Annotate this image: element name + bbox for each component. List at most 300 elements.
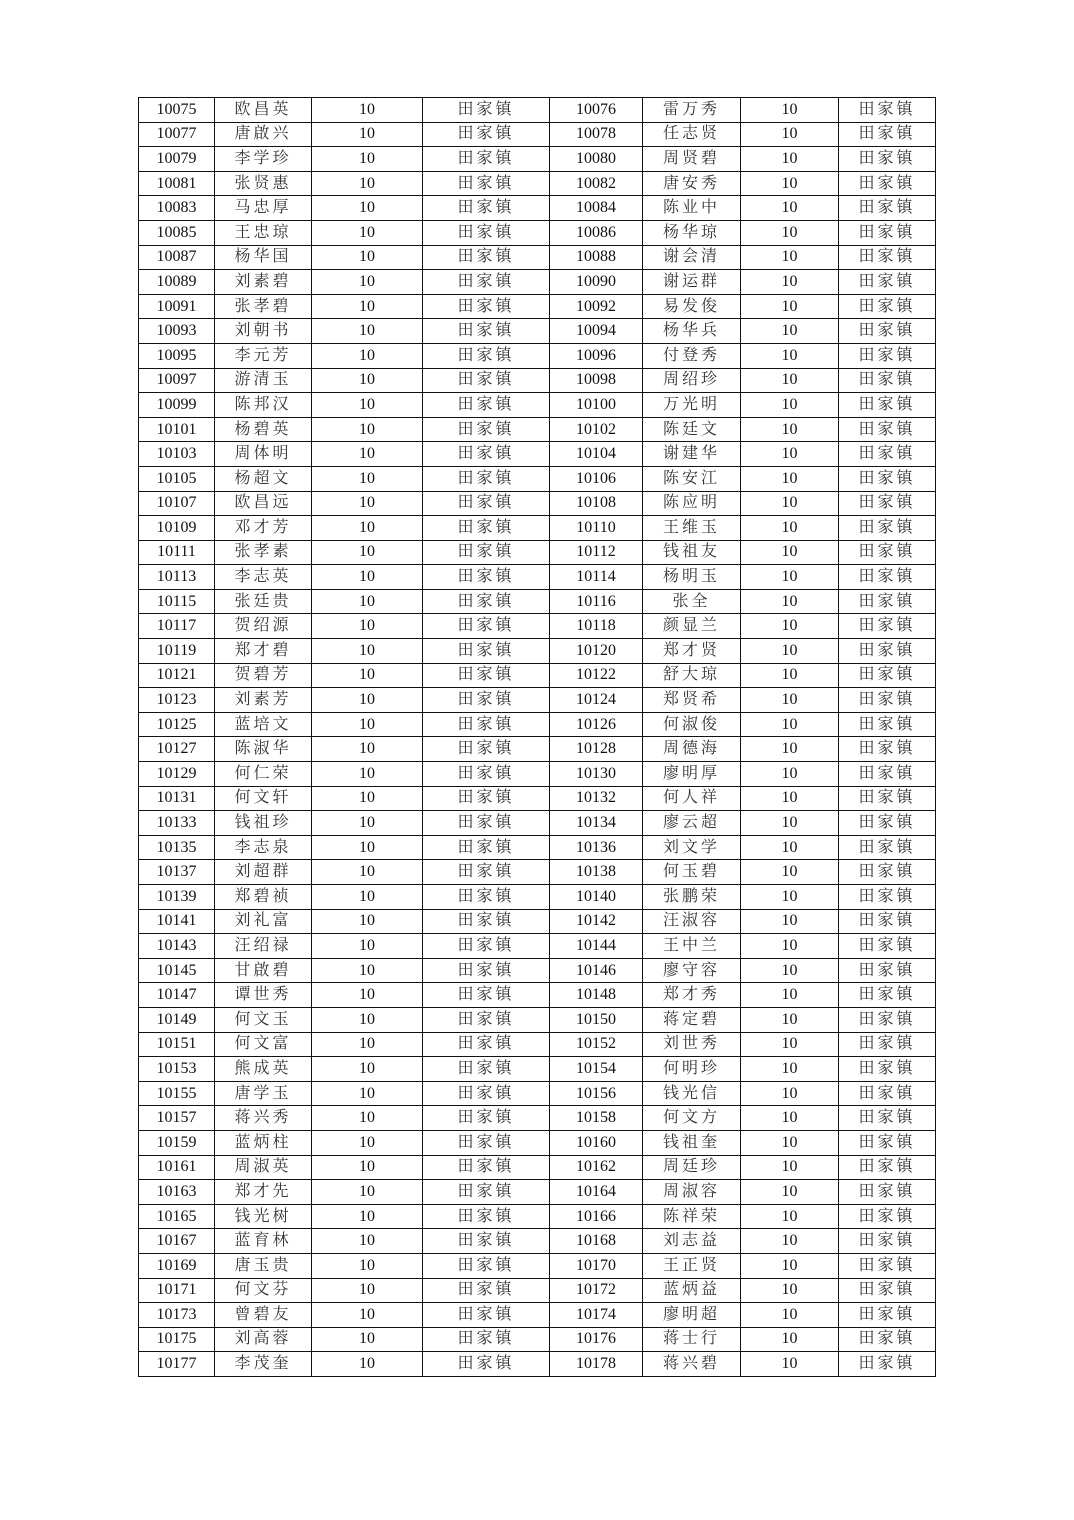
town-cell: 田家镇 <box>839 1032 936 1057</box>
amount-cell: 10 <box>312 393 423 418</box>
town-cell: 田家镇 <box>839 983 936 1008</box>
table-row <box>139 589 936 614</box>
amount-cell: 10 <box>312 737 423 762</box>
id-cell: 10093 <box>139 319 215 344</box>
town-cell: 田家镇 <box>423 712 550 737</box>
town-cell: 田家镇 <box>839 343 936 368</box>
name-cell: 贺绍源 <box>215 614 312 639</box>
name-cell: 任志贤 <box>643 122 741 147</box>
town-cell: 田家镇 <box>423 1352 550 1377</box>
town-cell: 田家镇 <box>839 565 936 590</box>
id-cell: 10138 <box>550 860 643 885</box>
amount-cell: 10 <box>312 1106 423 1131</box>
town-cell: 田家镇 <box>423 147 550 172</box>
town-cell: 田家镇 <box>423 909 550 934</box>
name-cell: 刘文学 <box>643 835 741 860</box>
amount-cell: 10 <box>741 122 839 147</box>
id-cell: 10163 <box>139 1180 215 1205</box>
name-cell: 郑才秀 <box>643 983 741 1008</box>
table-row <box>139 1032 936 1057</box>
name-cell: 何淑俊 <box>643 712 741 737</box>
id-cell: 10112 <box>550 540 643 565</box>
id-cell: 10151 <box>139 1032 215 1057</box>
id-cell: 10109 <box>139 516 215 541</box>
name-cell: 陈淑华 <box>215 737 312 762</box>
town-cell: 田家镇 <box>423 860 550 885</box>
town-cell: 田家镇 <box>839 270 936 295</box>
name-cell: 贺碧芳 <box>215 663 312 688</box>
amount-cell: 10 <box>312 934 423 959</box>
id-cell: 10141 <box>139 909 215 934</box>
table-row <box>139 934 936 959</box>
id-cell: 10143 <box>139 934 215 959</box>
id-cell: 10124 <box>550 688 643 713</box>
name-cell: 郑才碧 <box>215 639 312 664</box>
name-cell: 熊成英 <box>215 1057 312 1082</box>
name-cell: 王中兰 <box>643 934 741 959</box>
id-cell: 10088 <box>550 245 643 270</box>
name-cell: 蓝炳益 <box>643 1278 741 1303</box>
town-cell: 田家镇 <box>839 1253 936 1278</box>
town-cell: 田家镇 <box>423 835 550 860</box>
amount-cell: 10 <box>741 1155 839 1180</box>
name-cell: 王忠琼 <box>215 220 312 245</box>
amount-cell: 10 <box>312 1229 423 1254</box>
id-cell: 10100 <box>550 393 643 418</box>
town-cell: 田家镇 <box>423 614 550 639</box>
town-cell: 田家镇 <box>839 762 936 787</box>
amount-cell: 10 <box>312 491 423 516</box>
amount-cell: 10 <box>741 98 839 123</box>
town-cell: 田家镇 <box>423 1278 550 1303</box>
id-cell: 10140 <box>550 885 643 910</box>
id-cell: 10087 <box>139 245 215 270</box>
amount-cell: 10 <box>741 1352 839 1377</box>
id-cell: 10159 <box>139 1130 215 1155</box>
id-cell: 10086 <box>550 220 643 245</box>
amount-cell: 10 <box>312 294 423 319</box>
table-row <box>139 786 936 811</box>
table-row <box>139 1204 936 1229</box>
amount-cell: 10 <box>741 589 839 614</box>
table-row <box>139 1057 936 1082</box>
name-cell: 舒大琼 <box>643 663 741 688</box>
name-cell: 颜显兰 <box>643 614 741 639</box>
id-cell: 10142 <box>550 909 643 934</box>
id-cell: 10146 <box>550 958 643 983</box>
name-cell: 张鹏荣 <box>643 885 741 910</box>
table-row <box>139 885 936 910</box>
town-cell: 田家镇 <box>423 516 550 541</box>
name-cell: 李元芳 <box>215 343 312 368</box>
id-cell: 10080 <box>550 147 643 172</box>
town-cell: 田家镇 <box>423 220 550 245</box>
amount-cell: 10 <box>312 589 423 614</box>
table-row <box>139 688 936 713</box>
name-cell: 刘素碧 <box>215 270 312 295</box>
town-cell: 田家镇 <box>423 1229 550 1254</box>
amount-cell: 10 <box>312 196 423 221</box>
amount-cell: 10 <box>312 1253 423 1278</box>
amount-cell: 10 <box>312 565 423 590</box>
amount-cell: 10 <box>312 835 423 860</box>
amount-cell: 10 <box>741 245 839 270</box>
amount-cell: 10 <box>312 614 423 639</box>
amount-cell: 10 <box>312 245 423 270</box>
name-cell: 廖明超 <box>643 1303 741 1328</box>
town-cell: 田家镇 <box>423 565 550 590</box>
table-row <box>139 417 936 442</box>
amount-cell: 10 <box>741 885 839 910</box>
name-cell: 万光明 <box>643 393 741 418</box>
table-row <box>139 835 936 860</box>
name-cell: 刘素芳 <box>215 688 312 713</box>
amount-cell: 10 <box>741 909 839 934</box>
id-cell: 10155 <box>139 1081 215 1106</box>
id-cell: 10178 <box>550 1352 643 1377</box>
table-row <box>139 98 936 123</box>
id-cell: 10162 <box>550 1155 643 1180</box>
name-cell: 钱祖友 <box>643 540 741 565</box>
id-cell: 10177 <box>139 1352 215 1377</box>
amount-cell: 10 <box>741 860 839 885</box>
id-cell: 10131 <box>139 786 215 811</box>
table-row <box>139 1229 936 1254</box>
table-row <box>139 1130 936 1155</box>
amount-cell: 10 <box>741 934 839 959</box>
town-cell: 田家镇 <box>839 1057 936 1082</box>
name-cell: 廖守容 <box>643 958 741 983</box>
name-cell: 李学珍 <box>215 147 312 172</box>
town-cell: 田家镇 <box>839 909 936 934</box>
id-cell: 10165 <box>139 1204 215 1229</box>
town-cell: 田家镇 <box>839 835 936 860</box>
table-body <box>139 98 936 1377</box>
name-cell: 周绍珍 <box>643 368 741 393</box>
town-cell: 田家镇 <box>839 368 936 393</box>
name-cell: 谢会清 <box>643 245 741 270</box>
town-cell: 田家镇 <box>839 466 936 491</box>
name-cell: 何明珍 <box>643 1057 741 1082</box>
town-cell: 田家镇 <box>423 1253 550 1278</box>
town-cell: 田家镇 <box>423 98 550 123</box>
town-cell: 田家镇 <box>839 786 936 811</box>
town-cell: 田家镇 <box>839 417 936 442</box>
id-cell: 10175 <box>139 1327 215 1352</box>
town-cell: 田家镇 <box>839 98 936 123</box>
name-cell: 陈廷文 <box>643 417 741 442</box>
table-row <box>139 811 936 836</box>
amount-cell: 10 <box>741 343 839 368</box>
id-cell: 10161 <box>139 1155 215 1180</box>
id-cell: 10157 <box>139 1106 215 1131</box>
amount-cell: 10 <box>312 147 423 172</box>
town-cell: 田家镇 <box>839 885 936 910</box>
id-cell: 10164 <box>550 1180 643 1205</box>
town-cell: 田家镇 <box>423 171 550 196</box>
town-cell: 田家镇 <box>839 1130 936 1155</box>
amount-cell: 10 <box>312 540 423 565</box>
amount-cell: 10 <box>741 1057 839 1082</box>
town-cell: 田家镇 <box>839 196 936 221</box>
id-cell: 10176 <box>550 1327 643 1352</box>
table-row <box>139 245 936 270</box>
name-cell: 唐玉贵 <box>215 1253 312 1278</box>
town-cell: 田家镇 <box>839 220 936 245</box>
id-cell: 10145 <box>139 958 215 983</box>
name-cell: 周贤碧 <box>643 147 741 172</box>
amount-cell: 10 <box>741 1130 839 1155</box>
town-cell: 田家镇 <box>423 343 550 368</box>
amount-cell: 10 <box>741 786 839 811</box>
name-cell: 陈祥荣 <box>643 1204 741 1229</box>
id-cell: 10095 <box>139 343 215 368</box>
id-cell: 10082 <box>550 171 643 196</box>
town-cell: 田家镇 <box>423 1081 550 1106</box>
table-row <box>139 270 936 295</box>
id-cell: 10129 <box>139 762 215 787</box>
table-row <box>139 1007 936 1032</box>
amount-cell: 10 <box>312 1278 423 1303</box>
town-cell: 田家镇 <box>423 368 550 393</box>
table-row <box>139 712 936 737</box>
town-cell: 田家镇 <box>839 319 936 344</box>
table-row <box>139 122 936 147</box>
amount-cell: 10 <box>741 811 839 836</box>
name-cell: 杨超文 <box>215 466 312 491</box>
town-cell: 田家镇 <box>423 1180 550 1205</box>
amount-cell: 10 <box>741 171 839 196</box>
id-cell: 10110 <box>550 516 643 541</box>
town-cell: 田家镇 <box>839 1081 936 1106</box>
table-row <box>139 1352 936 1377</box>
amount-cell: 10 <box>312 171 423 196</box>
table-row <box>139 171 936 196</box>
amount-cell: 10 <box>312 958 423 983</box>
amount-cell: 10 <box>741 442 839 467</box>
name-cell: 廖明厚 <box>643 762 741 787</box>
id-cell: 10105 <box>139 466 215 491</box>
table-row <box>139 1106 936 1131</box>
name-cell: 周淑英 <box>215 1155 312 1180</box>
id-cell: 10077 <box>139 122 215 147</box>
amount-cell: 10 <box>741 270 839 295</box>
amount-cell: 10 <box>312 442 423 467</box>
name-cell: 钱光信 <box>643 1081 741 1106</box>
name-cell: 杨华国 <box>215 245 312 270</box>
name-cell: 周廷珍 <box>643 1155 741 1180</box>
amount-cell: 10 <box>312 270 423 295</box>
name-cell: 蓝育林 <box>215 1229 312 1254</box>
town-cell: 田家镇 <box>839 688 936 713</box>
name-cell: 王正贤 <box>643 1253 741 1278</box>
name-cell: 游清玉 <box>215 368 312 393</box>
table-row <box>139 614 936 639</box>
name-cell: 郑贤希 <box>643 688 741 713</box>
town-cell: 田家镇 <box>839 1278 936 1303</box>
id-cell: 10117 <box>139 614 215 639</box>
amount-cell: 10 <box>312 1081 423 1106</box>
name-cell: 何文轩 <box>215 786 312 811</box>
name-cell: 钱祖珍 <box>215 811 312 836</box>
name-cell: 刘礼富 <box>215 909 312 934</box>
name-cell: 张廷贵 <box>215 589 312 614</box>
id-cell: 10097 <box>139 368 215 393</box>
amount-cell: 10 <box>312 909 423 934</box>
amount-cell: 10 <box>741 147 839 172</box>
amount-cell: 10 <box>312 1155 423 1180</box>
town-cell: 田家镇 <box>839 614 936 639</box>
amount-cell: 10 <box>741 983 839 1008</box>
amount-cell: 10 <box>312 762 423 787</box>
id-cell: 10156 <box>550 1081 643 1106</box>
amount-cell: 10 <box>312 1057 423 1082</box>
id-cell: 10123 <box>139 688 215 713</box>
name-cell: 付登秀 <box>643 343 741 368</box>
id-cell: 10106 <box>550 466 643 491</box>
amount-cell: 10 <box>741 737 839 762</box>
id-cell: 10079 <box>139 147 215 172</box>
amount-cell: 10 <box>312 811 423 836</box>
town-cell: 田家镇 <box>839 294 936 319</box>
amount-cell: 10 <box>741 466 839 491</box>
name-cell: 陈业中 <box>643 196 741 221</box>
town-cell: 田家镇 <box>423 294 550 319</box>
id-cell: 10118 <box>550 614 643 639</box>
name-cell: 唐安秀 <box>643 171 741 196</box>
amount-cell: 10 <box>312 639 423 664</box>
amount-cell: 10 <box>741 368 839 393</box>
name-cell: 何文芬 <box>215 1278 312 1303</box>
id-cell: 10154 <box>550 1057 643 1082</box>
table-row <box>139 1155 936 1180</box>
amount-cell: 10 <box>741 1106 839 1131</box>
id-cell: 10089 <box>139 270 215 295</box>
id-cell: 10121 <box>139 663 215 688</box>
id-cell: 10075 <box>139 98 215 123</box>
town-cell: 田家镇 <box>839 663 936 688</box>
id-cell: 10084 <box>550 196 643 221</box>
id-cell: 10076 <box>550 98 643 123</box>
name-cell: 何玉碧 <box>643 860 741 885</box>
town-cell: 田家镇 <box>423 1130 550 1155</box>
id-cell: 10128 <box>550 737 643 762</box>
town-cell: 田家镇 <box>423 1204 550 1229</box>
name-cell: 曾碧友 <box>215 1303 312 1328</box>
id-cell: 10160 <box>550 1130 643 1155</box>
id-cell: 10150 <box>550 1007 643 1032</box>
table-row <box>139 1081 936 1106</box>
amount-cell: 10 <box>741 196 839 221</box>
id-cell: 10134 <box>550 811 643 836</box>
name-cell: 汪绍禄 <box>215 934 312 959</box>
id-cell: 10153 <box>139 1057 215 1082</box>
amount-cell: 10 <box>312 516 423 541</box>
amount-cell: 10 <box>312 1303 423 1328</box>
name-cell: 张孝素 <box>215 540 312 565</box>
amount-cell: 10 <box>741 491 839 516</box>
amount-cell: 10 <box>312 983 423 1008</box>
town-cell: 田家镇 <box>839 737 936 762</box>
town-cell: 田家镇 <box>839 811 936 836</box>
town-cell: 田家镇 <box>423 1155 550 1180</box>
amount-cell: 10 <box>741 1253 839 1278</box>
town-cell: 田家镇 <box>839 171 936 196</box>
name-cell: 唐学玉 <box>215 1081 312 1106</box>
town-cell: 田家镇 <box>839 860 936 885</box>
town-cell: 田家镇 <box>839 934 936 959</box>
amount-cell: 10 <box>312 1032 423 1057</box>
amount-cell: 10 <box>741 417 839 442</box>
amount-cell: 10 <box>741 540 839 565</box>
name-cell: 杨碧英 <box>215 417 312 442</box>
name-cell: 何文方 <box>643 1106 741 1131</box>
id-cell: 10114 <box>550 565 643 590</box>
id-cell: 10127 <box>139 737 215 762</box>
town-cell: 田家镇 <box>423 1032 550 1057</box>
name-cell: 蒋士行 <box>643 1327 741 1352</box>
name-cell: 刘志益 <box>643 1229 741 1254</box>
town-cell: 田家镇 <box>423 688 550 713</box>
amount-cell: 10 <box>741 1278 839 1303</box>
amount-cell: 10 <box>741 762 839 787</box>
town-cell: 田家镇 <box>839 1303 936 1328</box>
name-cell: 钱祖奎 <box>643 1130 741 1155</box>
amount-cell: 10 <box>741 958 839 983</box>
town-cell: 田家镇 <box>839 639 936 664</box>
table-row <box>139 1180 936 1205</box>
amount-cell: 10 <box>312 1007 423 1032</box>
id-cell: 10136 <box>550 835 643 860</box>
id-cell: 10096 <box>550 343 643 368</box>
table-row <box>139 466 936 491</box>
id-cell: 10137 <box>139 860 215 885</box>
id-cell: 10098 <box>550 368 643 393</box>
town-cell: 田家镇 <box>423 466 550 491</box>
name-cell: 欧昌英 <box>215 98 312 123</box>
id-cell: 10133 <box>139 811 215 836</box>
name-cell: 欧昌远 <box>215 491 312 516</box>
town-cell: 田家镇 <box>423 1057 550 1082</box>
table-row <box>139 565 936 590</box>
id-cell: 10113 <box>139 565 215 590</box>
name-cell: 王维玉 <box>643 516 741 541</box>
name-cell: 刘朝书 <box>215 319 312 344</box>
name-cell: 蓝培文 <box>215 712 312 737</box>
amount-cell: 10 <box>312 688 423 713</box>
amount-cell: 10 <box>741 393 839 418</box>
id-cell: 10125 <box>139 712 215 737</box>
id-cell: 10120 <box>550 639 643 664</box>
table-row <box>139 491 936 516</box>
table-row <box>139 762 936 787</box>
id-cell: 10139 <box>139 885 215 910</box>
amount-cell: 10 <box>741 712 839 737</box>
amount-cell: 10 <box>312 343 423 368</box>
name-cell: 刘世秀 <box>643 1032 741 1057</box>
name-cell: 刘高蓉 <box>215 1327 312 1352</box>
amount-cell: 10 <box>312 368 423 393</box>
name-cell: 蓝炳柱 <box>215 1130 312 1155</box>
id-cell: 10122 <box>550 663 643 688</box>
town-cell: 田家镇 <box>423 811 550 836</box>
name-cell: 唐啟兴 <box>215 122 312 147</box>
name-cell: 汪淑容 <box>643 909 741 934</box>
id-cell: 10101 <box>139 417 215 442</box>
amount-cell: 10 <box>312 98 423 123</box>
amount-cell: 10 <box>312 319 423 344</box>
amount-cell: 10 <box>312 860 423 885</box>
